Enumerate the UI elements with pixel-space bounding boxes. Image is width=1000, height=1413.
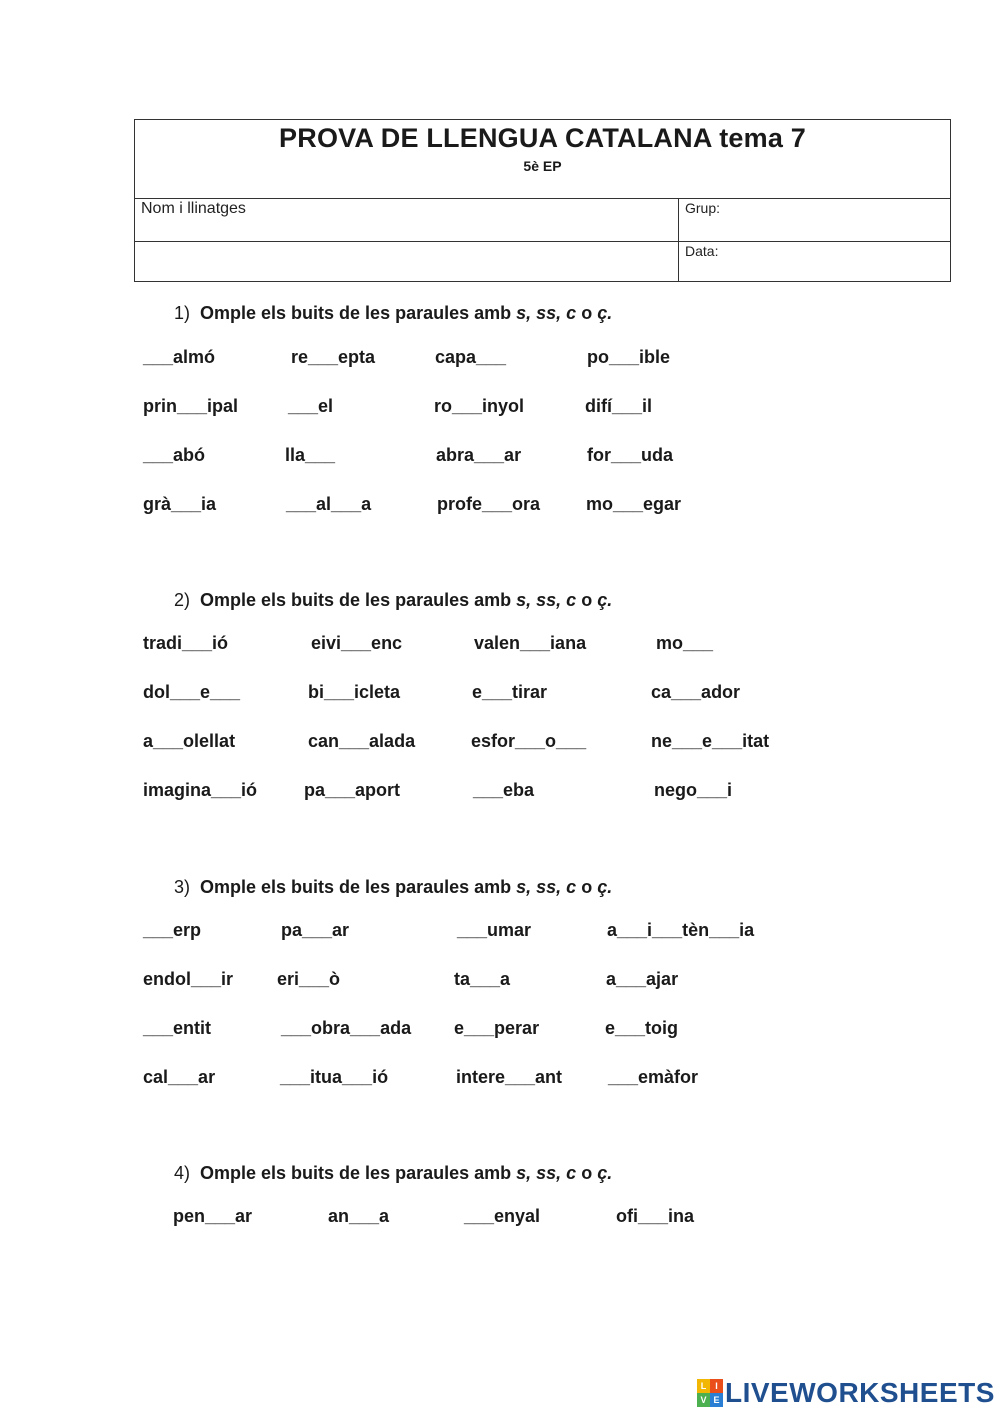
word-item[interactable]: a___olellat [143,731,236,751]
word-item[interactable]: grà___ia [143,494,217,514]
word-item[interactable]: e___toig [605,1018,679,1038]
name-label: Nom i llinatges [141,200,246,217]
instruction-text: Omple els buits de les paraules amb [200,303,517,323]
word-item[interactable]: ___erp [143,920,202,940]
word-item[interactable]: endol___ir [143,969,234,989]
instruction-options: s, ss, c [516,877,577,897]
word-item[interactable]: ne___e___itat [651,731,770,751]
page-subtitle: 5è EP [523,158,562,174]
logo-badge-letter: E [710,1393,723,1407]
word-item[interactable]: eri___ò [277,969,341,989]
word-item[interactable]: ___enyal [464,1206,541,1226]
word-item[interactable]: ro___inyol [434,396,525,416]
header-column-divider [678,198,679,281]
word-item[interactable]: imagina___ió [143,780,258,800]
section-4-instruction [174,1163,612,1184]
instruction-last: ç. [597,303,613,323]
word-item[interactable]: ___obra___ada [281,1018,412,1038]
section-number: 2) [174,590,191,610]
word-item[interactable]: lla___ [285,445,336,465]
word-item[interactable]: can___alada [308,731,416,751]
word-item[interactable]: ___emàfor [608,1067,699,1087]
logo-text: LIVEWORKSHEETS [725,1377,995,1408]
instruction-options: s, ss, c [516,590,577,610]
word-item[interactable]: nego___i [654,780,733,800]
instruction-text: Omple els buits de les paraules amb [200,1163,517,1183]
group-label: Grup: [685,200,721,216]
section-number: 4) [174,1163,191,1183]
word-item[interactable]: re___epta [291,347,376,367]
word-item[interactable]: e___perar [454,1018,540,1038]
word-item[interactable]: intere___ant [456,1067,563,1087]
word-item[interactable]: ___itua___ió [280,1067,389,1087]
word-item[interactable]: e___tirar [472,682,548,702]
instruction-options: s, ss, c [516,303,577,323]
word-item[interactable]: ___el [288,396,334,416]
header-title-cell [135,120,950,199]
section-number: 3) [174,877,191,897]
word-item[interactable]: difí___il [585,396,653,416]
word-item[interactable]: po___ible [587,347,671,367]
instruction-text: Omple els buits de les paraules amb [200,877,517,897]
liveworksheets-logo[interactable] [697,1376,995,1410]
word-item[interactable]: an___a [328,1206,390,1226]
page-title: PROVA DE LLENGUA CATALANA tema 7 [279,123,806,153]
word-item[interactable]: pen___ar [173,1206,253,1226]
word-item[interactable]: pa___aport [304,780,401,800]
word-item[interactable]: ___almó [143,347,216,367]
word-item[interactable]: ___abó [143,445,206,465]
word-item[interactable]: ofi___ina [616,1206,695,1226]
header-table [134,119,951,282]
word-item[interactable]: mo___ [656,633,714,653]
logo-badge-letter: V [697,1393,710,1407]
word-item[interactable]: capa___ [435,347,507,367]
section-3-instruction [174,877,612,898]
word-item[interactable]: ___umar [457,920,532,940]
word-item[interactable]: ___entit [143,1018,212,1038]
word-item[interactable]: pa___ar [281,920,350,940]
word-item[interactable]: ___al___a [286,494,372,514]
word-item[interactable]: valen___iana [474,633,587,653]
word-item[interactable]: mo___egar [586,494,682,514]
instruction-or: o [576,877,598,897]
word-item[interactable]: tradi___ió [143,633,229,653]
instruction-or: o [576,590,598,610]
word-item[interactable]: a___i___tèn___ia [607,920,755,940]
word-item[interactable]: ca___ador [651,682,741,702]
word-item[interactable]: cal___ar [143,1067,216,1087]
section-number: 1) [174,303,191,323]
logo-badge-letter: L [697,1379,710,1393]
word-item[interactable]: dol___e___ [143,682,241,702]
instruction-options: s, ss, c [516,1163,577,1183]
word-item[interactable]: a___ajar [606,969,679,989]
word-item[interactable]: esfor___o___ [471,731,587,751]
word-item[interactable]: bi___icleta [308,682,401,702]
instruction-or: o [576,303,598,323]
instruction-last: ç. [597,1163,613,1183]
word-item[interactable]: eivi___enc [311,633,403,653]
date-label: Data: [685,243,719,259]
word-item[interactable]: ta___a [454,969,511,989]
word-item[interactable]: ___eba [473,780,535,800]
section-1-instruction [174,303,612,324]
logo-badge-icon [697,1379,723,1407]
logo-badge-letter: I [710,1379,723,1393]
word-item[interactable]: prin___ipal [143,396,239,416]
word-item[interactable]: for___uda [587,445,674,465]
instruction-last: ç. [597,590,613,610]
instruction-or: o [576,1163,598,1183]
instruction-last: ç. [597,877,613,897]
instruction-text: Omple els buits de les paraules amb [200,590,517,610]
header-row-divider [135,241,950,242]
section-2-instruction [174,590,612,611]
word-item[interactable]: abra___ar [436,445,522,465]
word-item[interactable]: profe___ora [437,494,541,514]
